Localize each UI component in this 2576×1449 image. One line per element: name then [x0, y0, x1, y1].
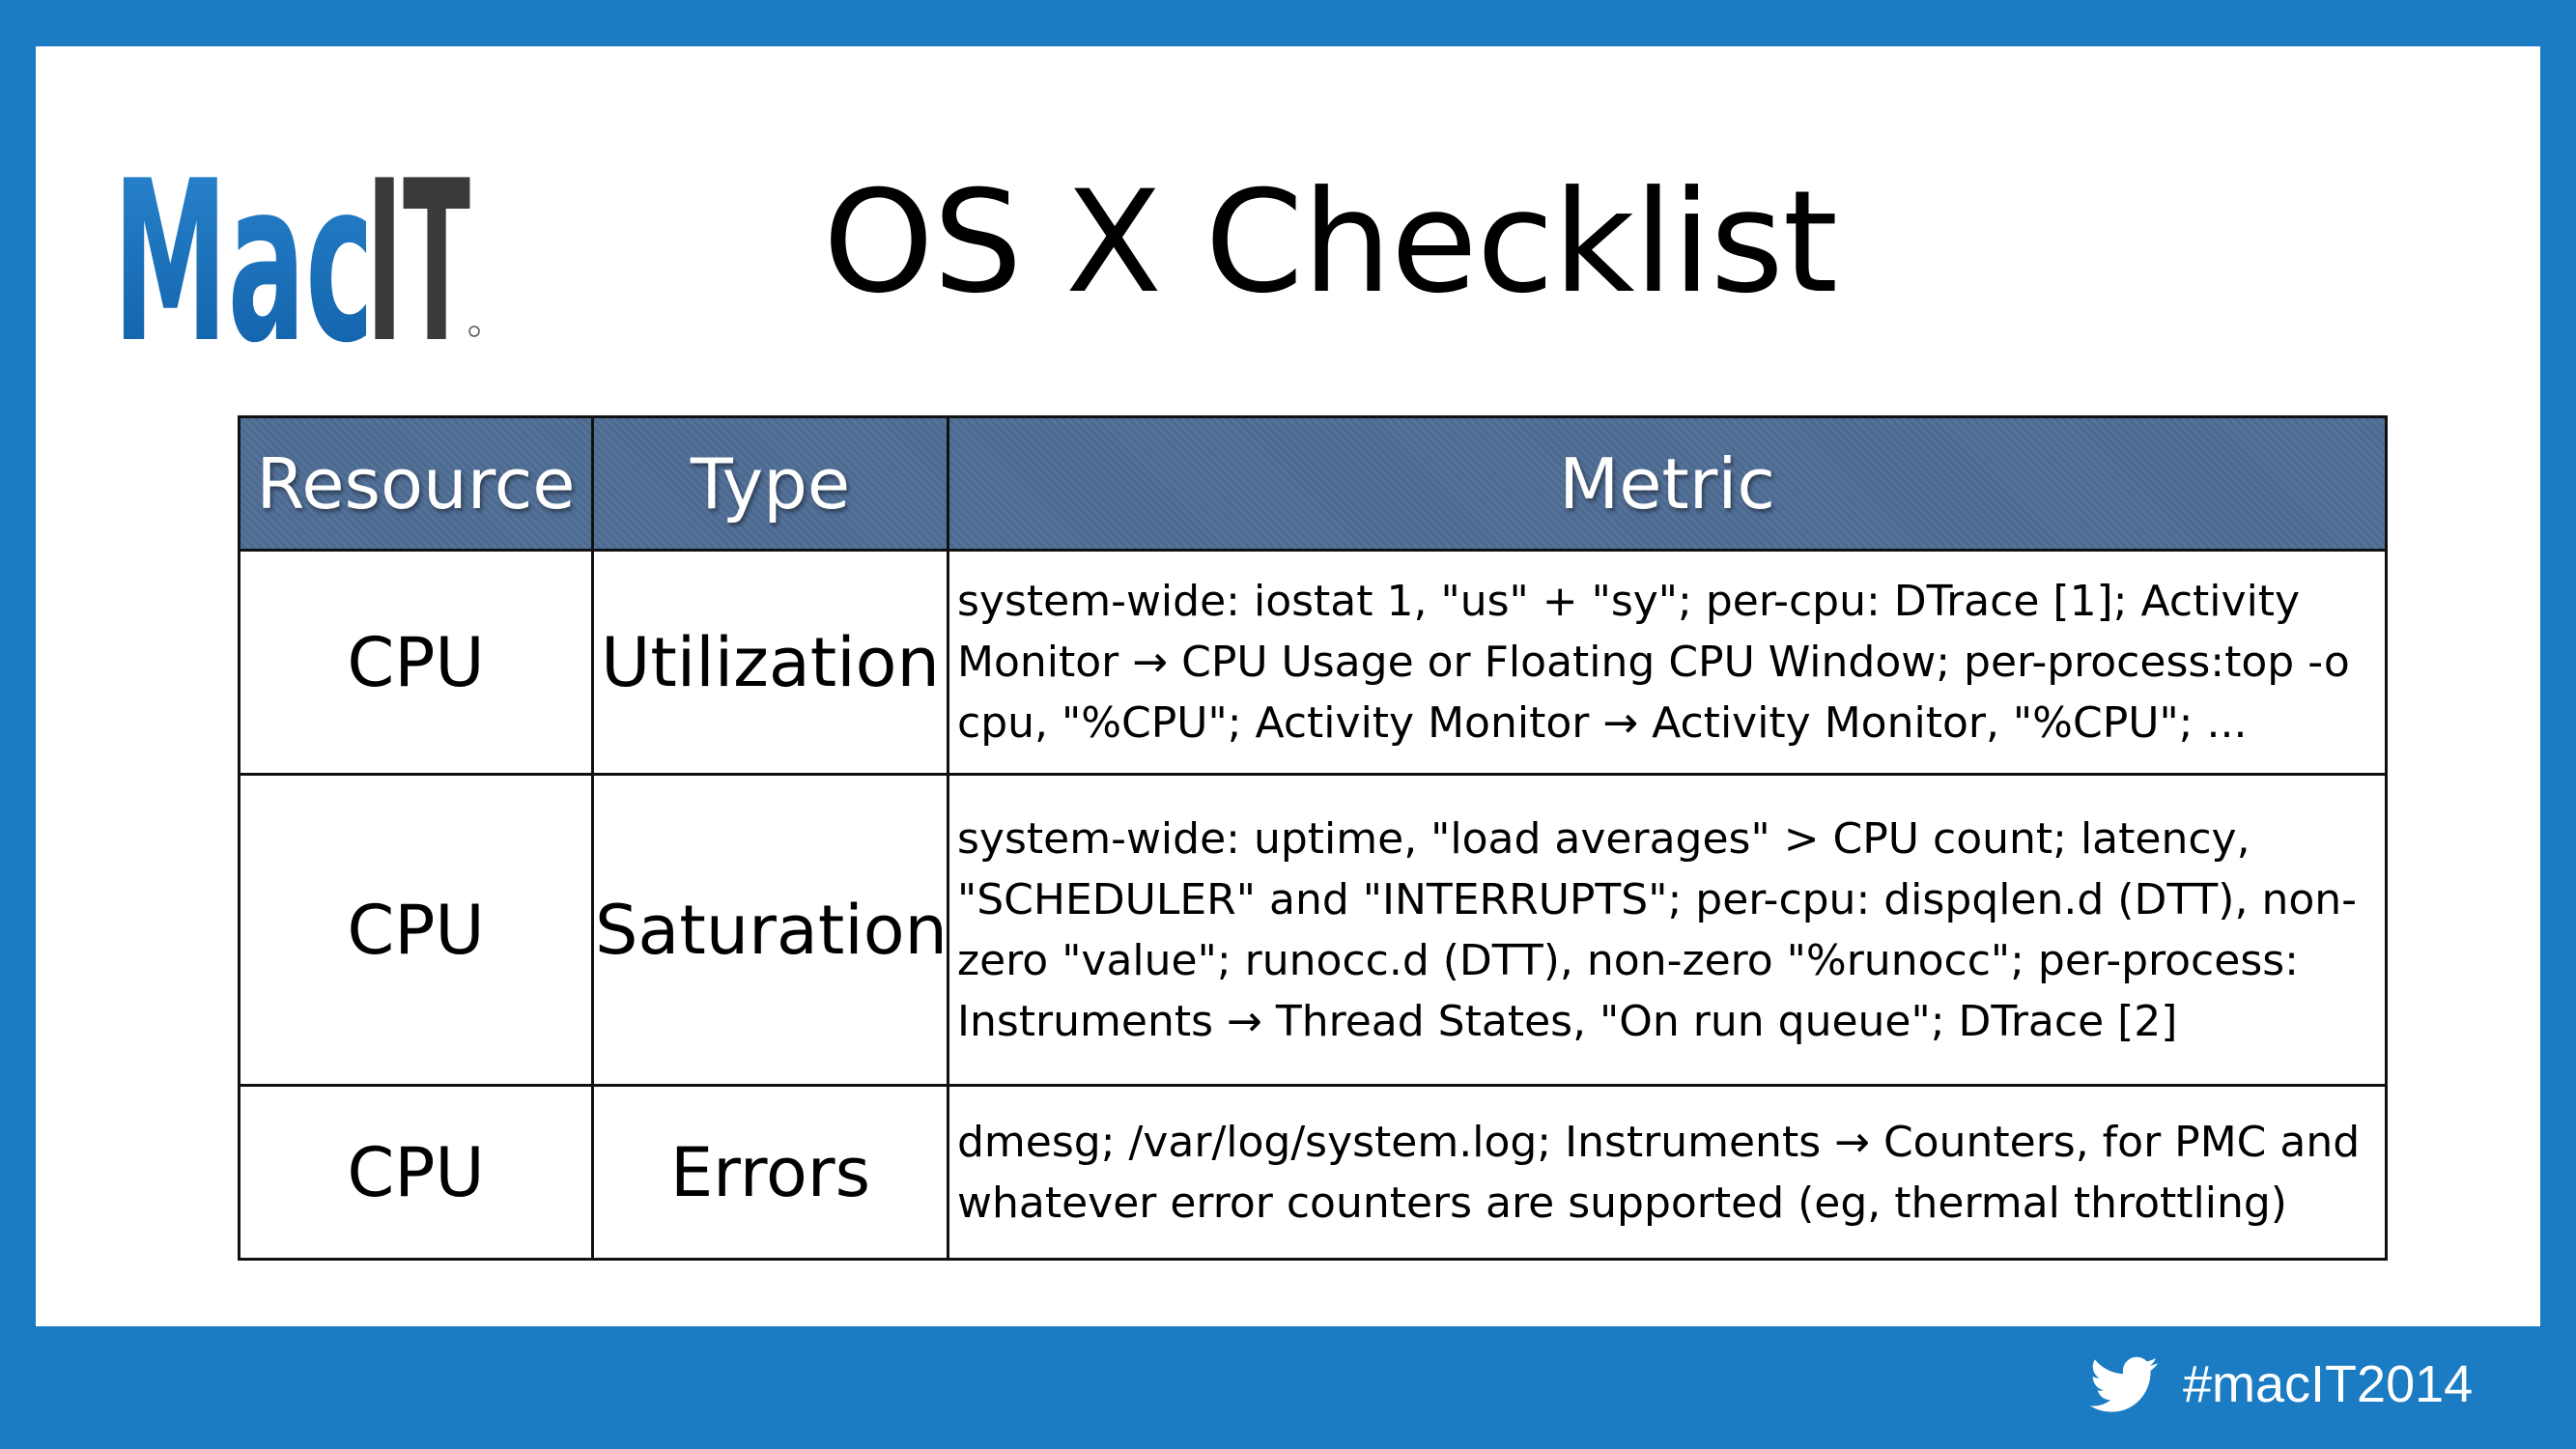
- type-cell: Utilization: [593, 551, 948, 775]
- resource-cell: CPU: [240, 551, 593, 775]
- header-resource: Resource: [240, 417, 593, 551]
- svg-text:IT: IT: [366, 138, 470, 353]
- svg-text:Mac: Mac: [113, 138, 374, 353]
- resource-cell: CPU: [240, 1086, 593, 1260]
- type-cell: Errors: [593, 1086, 948, 1260]
- footer-hashtag: [2088, 1336, 2473, 1433]
- header-type: Type: [593, 417, 948, 551]
- metric-cell: system-wide: iostat 1, "us" + "sy"; per-cpu: DTrace [1]; Activity Monitor → CPU Usage or Floating CPU Window; per-process:top -o cpu, "%CPU"; Activity Monitor → Activity Monitor, "%CPU"; ...: [948, 551, 2387, 775]
- header-metric: Metric: [948, 417, 2387, 551]
- table-row: [240, 775, 2387, 1086]
- table-row: [240, 551, 2387, 775]
- type-cell: Saturation: [593, 775, 948, 1086]
- checklist-table: [238, 415, 2388, 1261]
- slide-title: OS X Checklist: [823, 160, 1837, 325]
- macit-logo: [113, 138, 480, 353]
- hashtag-text: #macIT2014: [2183, 1355, 2474, 1413]
- metric-cell: system-wide: uptime, "load averages" > CPU count; latency, "SCHEDULER" and "INTERRUPTS"; per-cpu: dispqlen.d (DTT), non-zero "value"; runocc.d (DTT), non-zero "%runocc"; per-process: Instruments → Thread States, "On run queue"; DTrace [2]: [948, 775, 2387, 1086]
- header-row: [240, 417, 2387, 551]
- metric-cell: dmesg; /var/log/system.log; Instruments → Counters, for PMC and whatever error counters are supported (eg, thermal throttling): [948, 1086, 2387, 1260]
- twitter-bird-icon: [2088, 1350, 2162, 1418]
- table-row: [240, 1086, 2387, 1260]
- resource-cell: CPU: [240, 775, 593, 1086]
